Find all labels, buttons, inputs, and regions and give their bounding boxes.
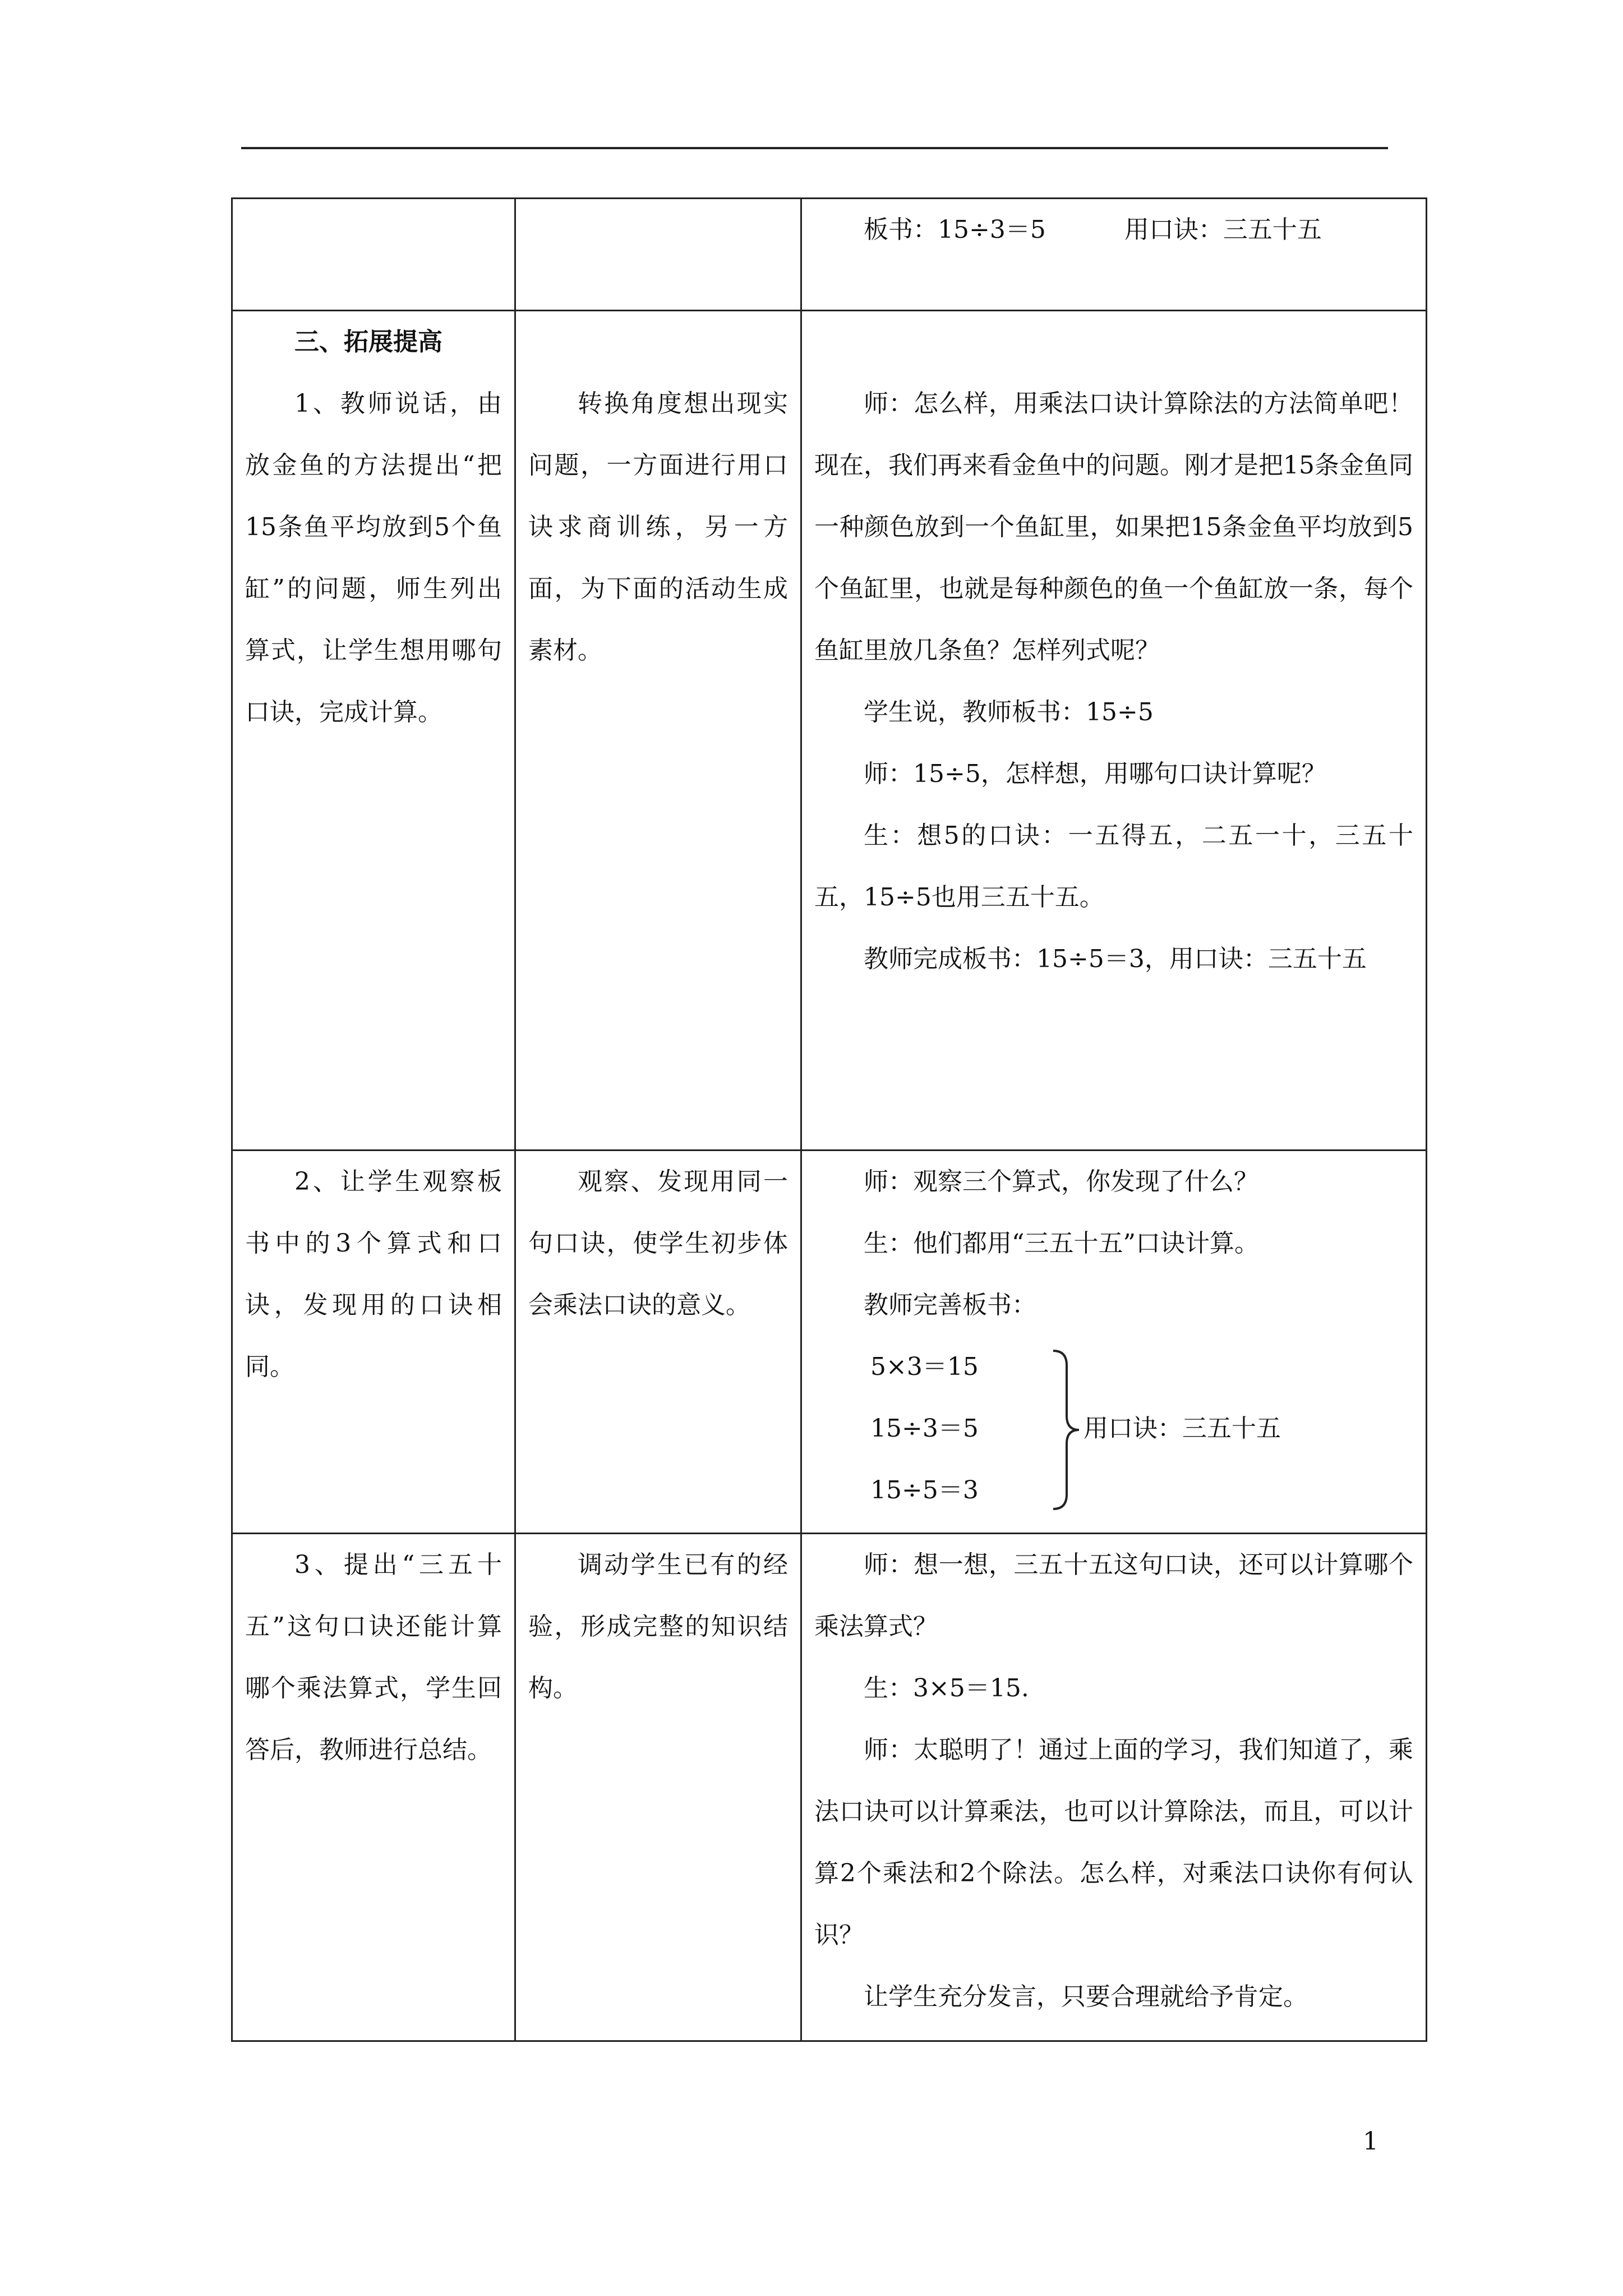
board-formula: 板书：15÷3＝5: [864, 215, 1046, 244]
cell-intent-empty: [515, 199, 801, 311]
intent-text-1: 转换角度想出现实问题，一方面进行用口诀求商训练，另一方面，为下面的活动生成素材。: [528, 389, 788, 665]
board-chant: 用口诀：三五十五: [1124, 215, 1322, 244]
dialogue-2-line-2: 生：他们都用“三五十五”口诀计算。: [864, 1229, 1259, 1258]
formula-list: [870, 1336, 979, 1521]
board-formula-group: [814, 1336, 1413, 1521]
cell-intent-1: [515, 311, 801, 1151]
dialogue-2-line-1: 师：观察三个算式，你发现了什么？: [864, 1167, 1258, 1196]
formula-1: 5×3＝15: [870, 1352, 979, 1381]
process-text-3: 3、提出“三五十五”这句口诀还能计算哪个乘法算式，学生回答后，教师进行总结。: [245, 1550, 502, 1764]
cell-intent-2: [515, 1151, 801, 1534]
intent-text-3: 调动学生已有的经验，形成完整的知识结构。: [528, 1550, 788, 1703]
section-title: 三、拓展提高: [294, 328, 442, 356]
right-brace-icon: [1050, 1349, 1083, 1511]
formula-chant-label: 用口诀：三五十五: [1083, 1414, 1281, 1443]
dialogue-1-line-4: 生：想5的口诀：一五得五，二五一十，三五十五，15÷5也用三五十五。: [814, 821, 1413, 912]
cell-process-empty: [232, 199, 515, 311]
cell-process-2: [232, 1151, 515, 1534]
cell-intent-3: [515, 1534, 801, 2041]
dialogue-3-line-2: 生：3×5＝15.: [864, 1674, 1029, 1703]
dialogue-1-line-5: 教师完成板书：15÷5＝3，用口诀：三五十五: [864, 945, 1367, 973]
page-number: 1: [1363, 2127, 1378, 2156]
dialogue-3-line-3: 师：太聪明了！通过上面的学习，我们知道了，乘法口诀可以计算乘法，也可以计算除法，而且，可以计算2个乘法和2个除法。怎么样，对乘法口诀你有何认识？: [814, 1736, 1413, 1949]
dialogue-3-line-4: 让学生充分发言，只要合理就给予肯定。: [864, 1982, 1308, 2011]
cell-dialogue-1: [801, 311, 1427, 1151]
table-row-continuation: [232, 199, 1427, 311]
cell-dialogue-3: [801, 1534, 1427, 2041]
board-writing-line: [814, 199, 1413, 261]
table-row-extension-3: [232, 1534, 1427, 2041]
dialogue-1-line-2: 学生说，教师板书：15÷5: [864, 698, 1154, 726]
formula-3: 15÷5＝3: [870, 1476, 979, 1504]
dialogue-1-line-1: 师：怎么样，用乘法口诀计算除法的方法简单吧！现在，我们再来看金鱼中的问题。刚才是把15条金鱼同一种颜色放到一个鱼缸里，如果把15条金鱼平均放到5个鱼缸里，也就是每种颜色的鱼一个鱼缸放一条，每个鱼缸里放几条鱼？怎样列式呢？: [814, 389, 1413, 665]
dialogue-2-line-3: 教师完善板书：: [864, 1291, 1036, 1319]
table-row-extension-1: [232, 311, 1427, 1151]
cell-process-3: [232, 1534, 515, 2041]
cell-dialogue-2: [801, 1151, 1427, 1534]
table-row-extension-2: [232, 1151, 1427, 1534]
process-text-1: 1、教师说话，由放金鱼的方法提出“把15条鱼平均放到5个鱼缸”的问题，师生列出算式，让学生想用哪句口诀，完成计算。: [245, 389, 502, 726]
dialogue-3-line-1: 师：想一想，三五十五这句口诀，还可以计算哪个乘法算式？: [814, 1550, 1413, 1641]
intent-text-2: 观察、发现用同一句口诀，使学生初步体会乘法口诀的意义。: [528, 1167, 788, 1319]
formula-2: 15÷3＝5: [870, 1414, 979, 1443]
cell-board-continuation: [801, 199, 1427, 311]
lesson-plan-table: [231, 197, 1427, 2042]
dialogue-1-line-3: 师：15÷5，怎样想，用哪句口诀计算呢？: [864, 760, 1326, 788]
header-rule: [241, 147, 1388, 149]
cell-process-1: [232, 311, 515, 1151]
process-text-2: 2、让学生观察板书中的3个算式和口诀，发现用的口诀相同。: [245, 1167, 502, 1381]
